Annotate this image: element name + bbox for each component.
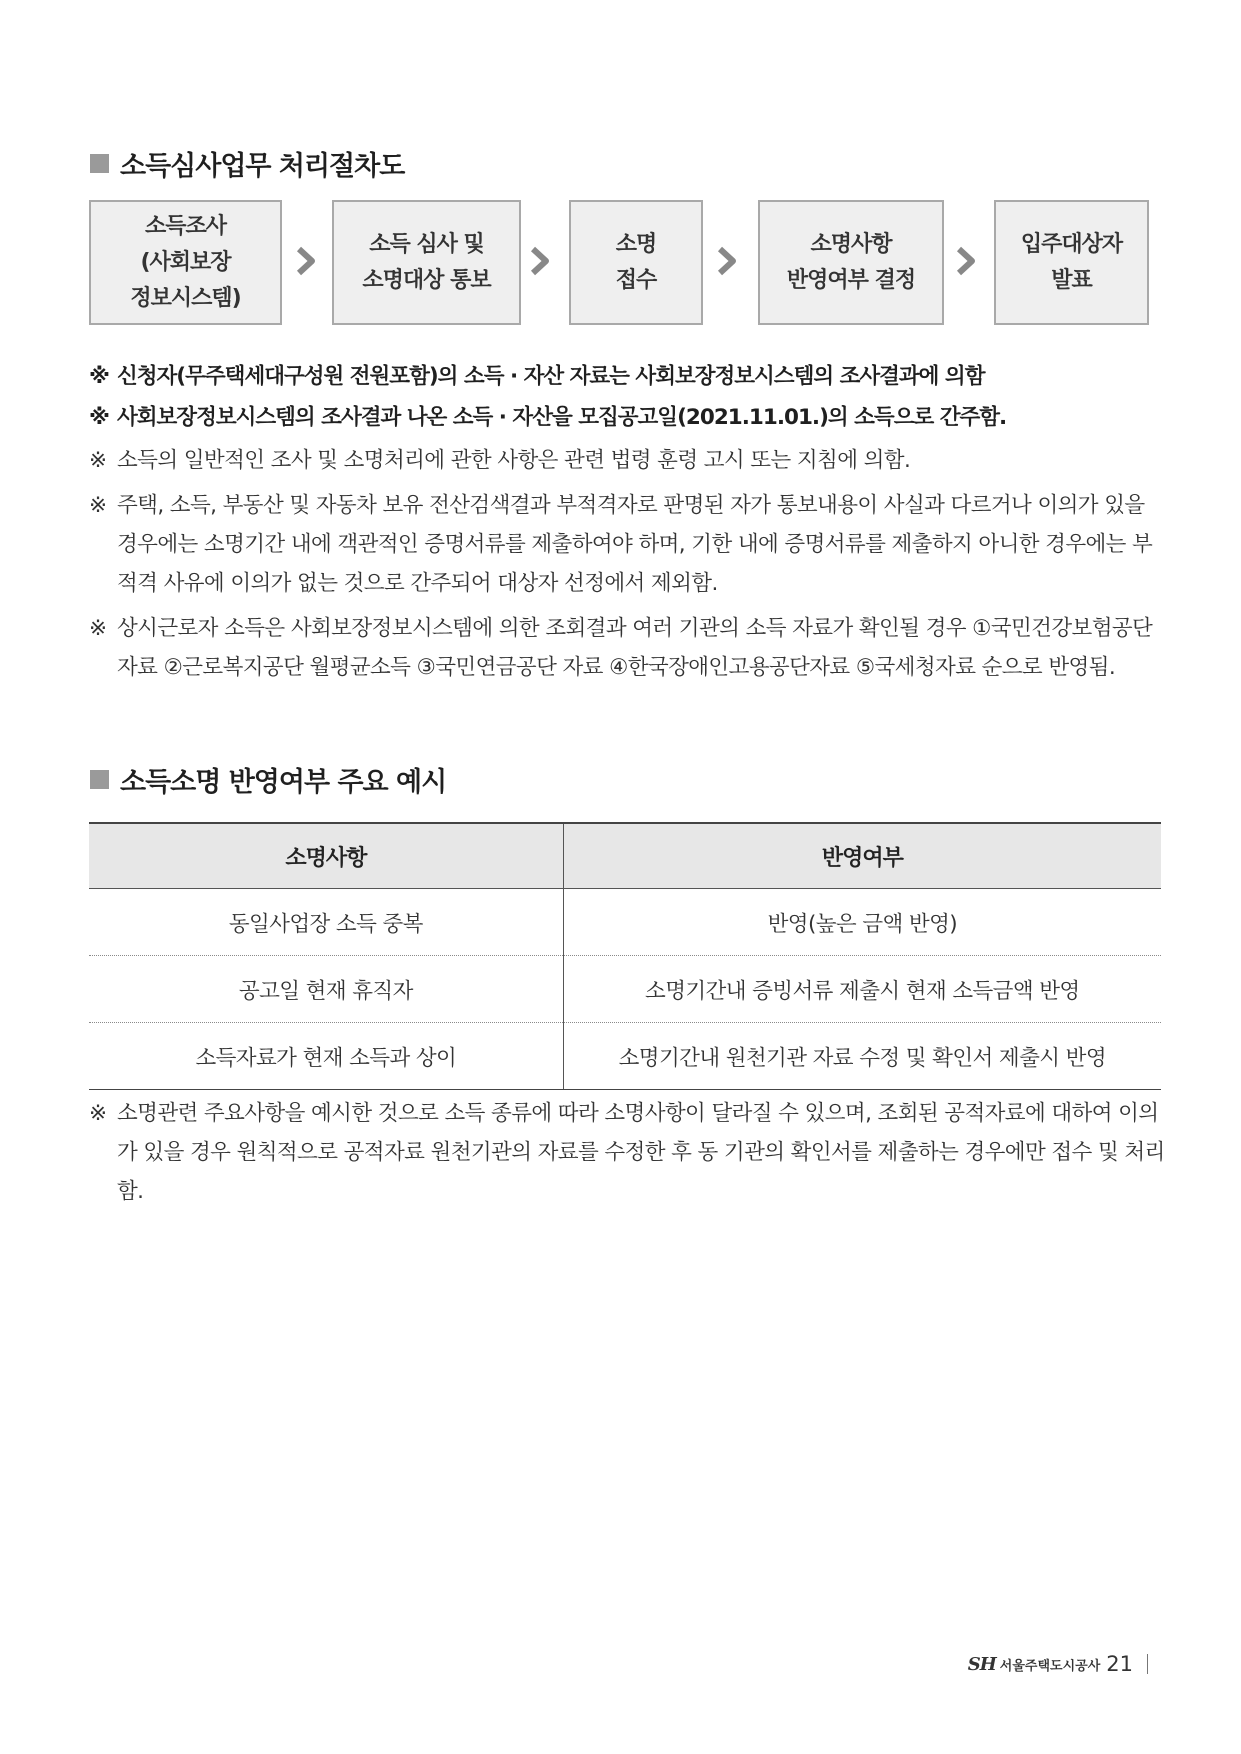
- table-cell: 소득자료가 현재 소득과 상이: [89, 1023, 563, 1090]
- section1-title: 소득심사업무 처리절차도: [120, 151, 405, 182]
- note-item: ※ 소명관련 주요사항을 예시한 것으로 소득 종류에 따라 소명사항이 달라질 수 있으며, 조회된 공적자료에 대하여 이의가 있을 경우 원칙적으로 공적자료 원천기관의 자료를 수정한 후 동 기관의 확인서를 제출하는 경우에만 접수 및 처리함.: [89, 1101, 1165, 1204]
- organization-name: 서울주택도시공사: [999, 1658, 1101, 1674]
- page-footer: [968, 1652, 1148, 1676]
- arrow-right-icon: [295, 246, 319, 276]
- arrow-right-icon: [955, 246, 979, 276]
- arrow-right-icon: [716, 246, 740, 276]
- section2-heading: [90, 760, 446, 799]
- flow-step-review-notice: 소득 심사 및 소명대상 통보: [332, 200, 521, 325]
- table-cell: 공고일 현재 휴직자: [89, 956, 563, 1023]
- table-cell: 소명기간내 증빙서류 제출시 현재 소득금액 반영: [563, 956, 1161, 1023]
- flow-step-announcement: 입주대상자 발표: [994, 200, 1149, 325]
- table-row: [89, 956, 1161, 1023]
- note-item: ※ 상시근로자 소득은 사회보장정보시스템에 의한 조회결과 여러 기관의 소득 자료가 확인될 경우 ①국민건강보험공단자료 ②근로복지공단 월평균소득 ③국민연금공단 자료 ④한국장애인고용공단자료 ⑤국세청자료 순으로 반영됨.: [89, 616, 1153, 680]
- examples-table: [89, 822, 1161, 1090]
- page-number: 21: [1106, 1652, 1133, 1676]
- table-header-row: [89, 823, 1161, 889]
- note-item: ※ 소득의 일반적인 조사 및 소명처리에 관한 사항은 관련 법령 훈령 고시 또는 지침에 의함.: [89, 448, 911, 473]
- table-row: [89, 889, 1161, 956]
- table-row: [89, 1023, 1161, 1090]
- arrow-right-icon: [529, 246, 553, 276]
- square-bullet-icon: [90, 770, 109, 789]
- table-cell: 반영(높은 금액 반영): [563, 889, 1161, 956]
- header-reflection-status: 반영여부: [563, 823, 1161, 889]
- note-item: ※ 신청자(무주택세대구성원 전원포함)의 소득 · 자산 자료는 사회보장정보시스템의 조사결과에 의함: [89, 364, 985, 389]
- header-explanation-item: 소명사항: [89, 823, 563, 889]
- note-item: ※ 주택, 소득, 부동산 및 자동차 보유 전산검색결과 부적격자로 판명된 자가 통보내용이 사실과 다르거나 이의가 있을 경우에는 소명기간 내에 객관적인 증명서류를 제출하여야 하며, 기한 내에 증명서류를 제출하지 아니한 경우에는 부적격 사유에 이의가 없는 것으로 간주되어 대상자 선정에서 제외함.: [89, 493, 1153, 596]
- table-cell: 동일사업장 소득 중복: [89, 889, 563, 956]
- section2-notes: [89, 1094, 1169, 1211]
- flow-step-decision: 소명사항 반영여부 결정: [758, 200, 944, 325]
- flow-step-explanation-receipt: 소명 접수: [569, 200, 703, 325]
- section2-title: 소득소명 반영여부 주요 예시: [120, 767, 447, 798]
- section1-heading: [90, 144, 404, 183]
- sh-logo: SH: [967, 1653, 996, 1675]
- note-item: ※ 사회보장정보시스템의 조사결과 나온 소득 · 자산을 모집공고일(2021.11.01.)의 소득으로 간주함.: [89, 405, 1007, 430]
- section1-notes: [89, 357, 1169, 687]
- footer-divider: [1147, 1654, 1148, 1674]
- flow-step-income-survey: 소득조사 (사회보장 정보시스템): [89, 200, 282, 325]
- square-bullet-icon: [90, 154, 109, 173]
- process-flow: [89, 200, 1161, 329]
- table-cell: 소명기간내 원천기관 자료 수정 및 확인서 제출시 반영: [563, 1023, 1161, 1090]
